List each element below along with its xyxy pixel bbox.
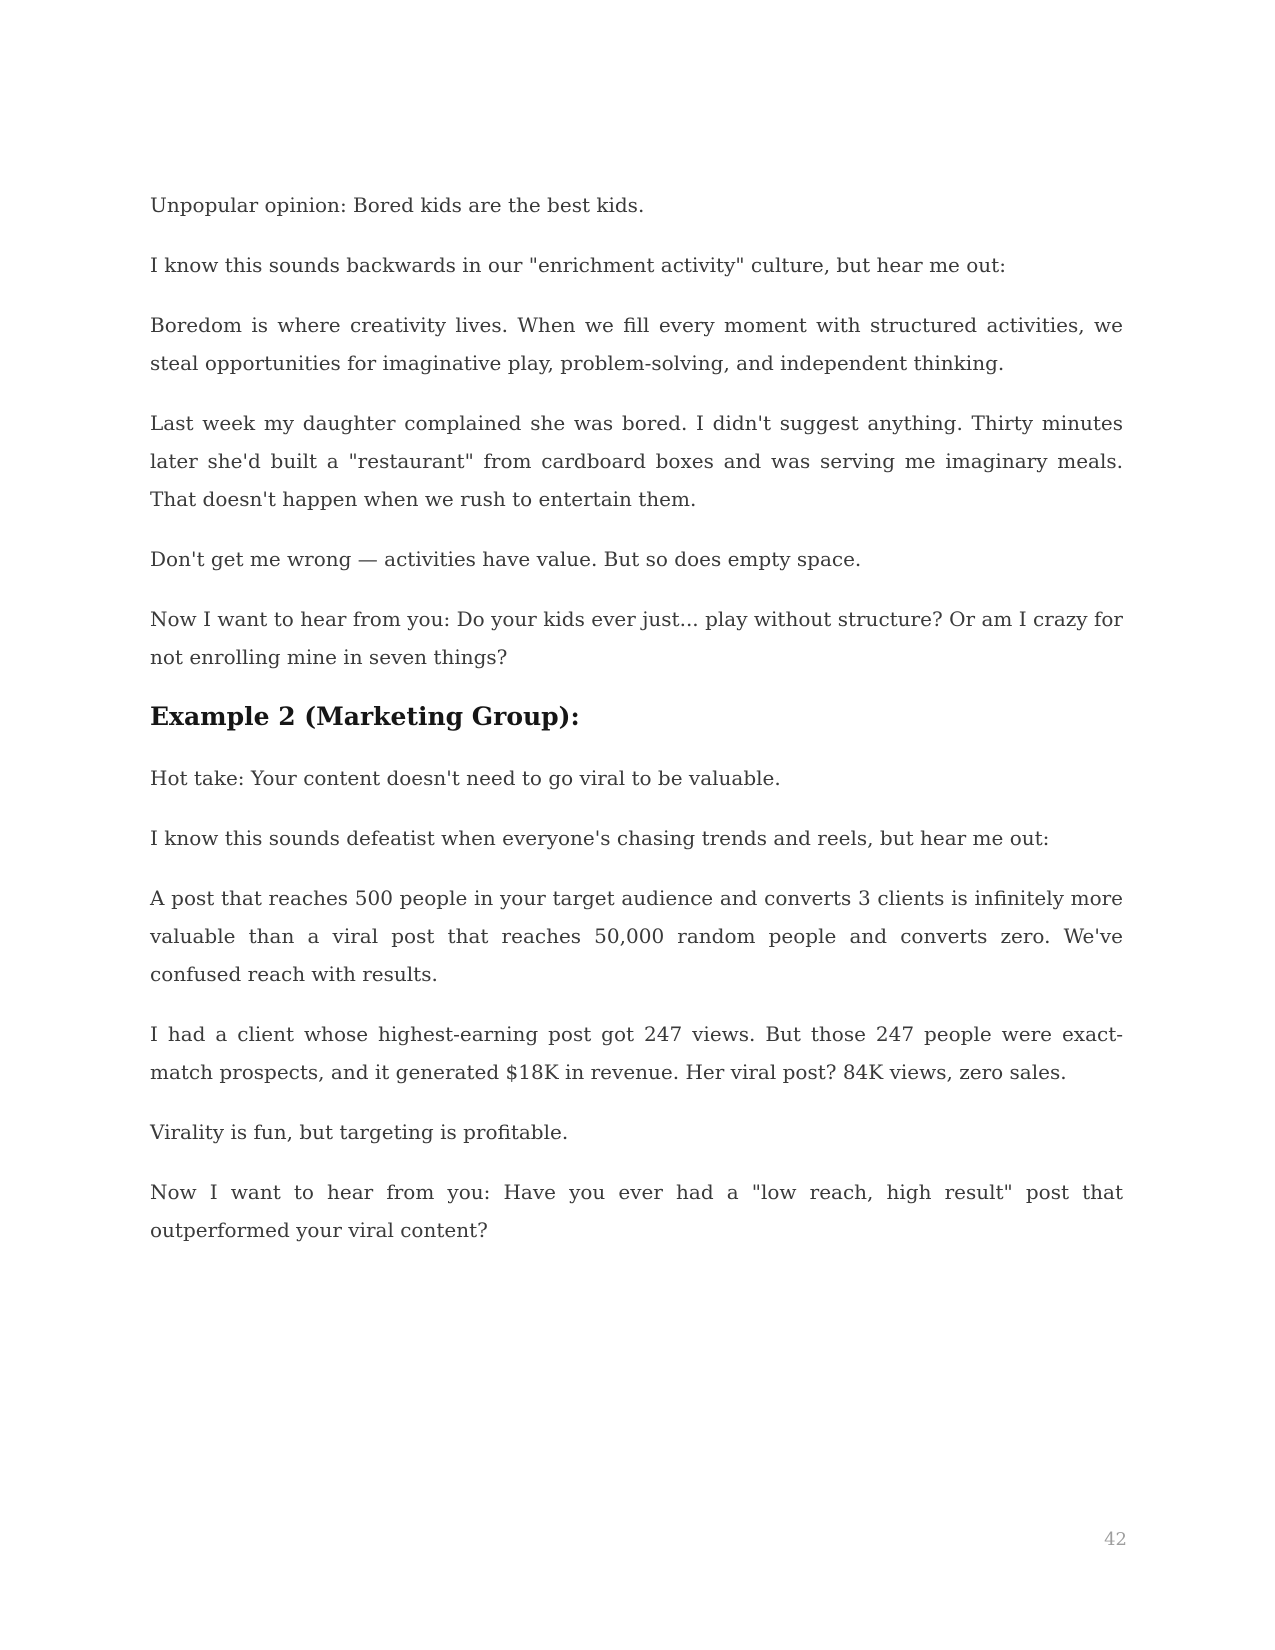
paragraph: A post that reaches 500 people in your target audience and converts 3 clients is infinitely more valuable than a viral post that reaches 50,000 random people and converts zero. We've confused reach with results. (150, 886, 1123, 986)
paragraph: Hot take: Your content doesn't need to go viral to be valuable. (150, 766, 781, 790)
page-number: 42 (1104, 1529, 1127, 1550)
paragraph: Now I want to hear from you: Do your kids ever just... play without structure? Or am I crazy for not enrolling mine in seven things? (150, 607, 1123, 669)
section-heading: Example 2 (Marketing Group): (150, 702, 580, 731)
paragraph: I know this sounds backwards in our "enrichment activity" culture, but hear me out: (150, 253, 1006, 277)
paragraph: I had a client whose highest-earning post got 247 views. But those 247 people were exact-match prospects, and it generated $18K in revenue. Her viral post? 84K views, zero sales. (150, 1022, 1123, 1084)
paragraph: I know this sounds defeatist when everyone's chasing trends and reels, but hear me out: (150, 826, 1050, 850)
paragraph: Don't get me wrong — activities have value. But so does empty space. (150, 547, 862, 571)
paragraph: Boredom is where creativity lives. When we fill every moment with structured activities, we steal opportunities for imaginative play, problem-solving, and independent thinking. (150, 313, 1123, 375)
paragraph: Now I want to hear from you: Have you ever had a "low reach, high result" post that outperformed your viral content? (150, 1180, 1123, 1242)
paragraph: Last week my daughter complained she was bored. I didn't suggest anything. Thirty minutes later she'd built a "restaurant" from cardboard boxes and was serving me imaginary meals. That doesn't happen when we rush to entertain them. (150, 411, 1123, 511)
paragraph: Virality is fun, but targeting is profitable. (150, 1120, 569, 1144)
paragraph: Unpopular opinion: Bored kids are the best kids. (150, 193, 645, 217)
